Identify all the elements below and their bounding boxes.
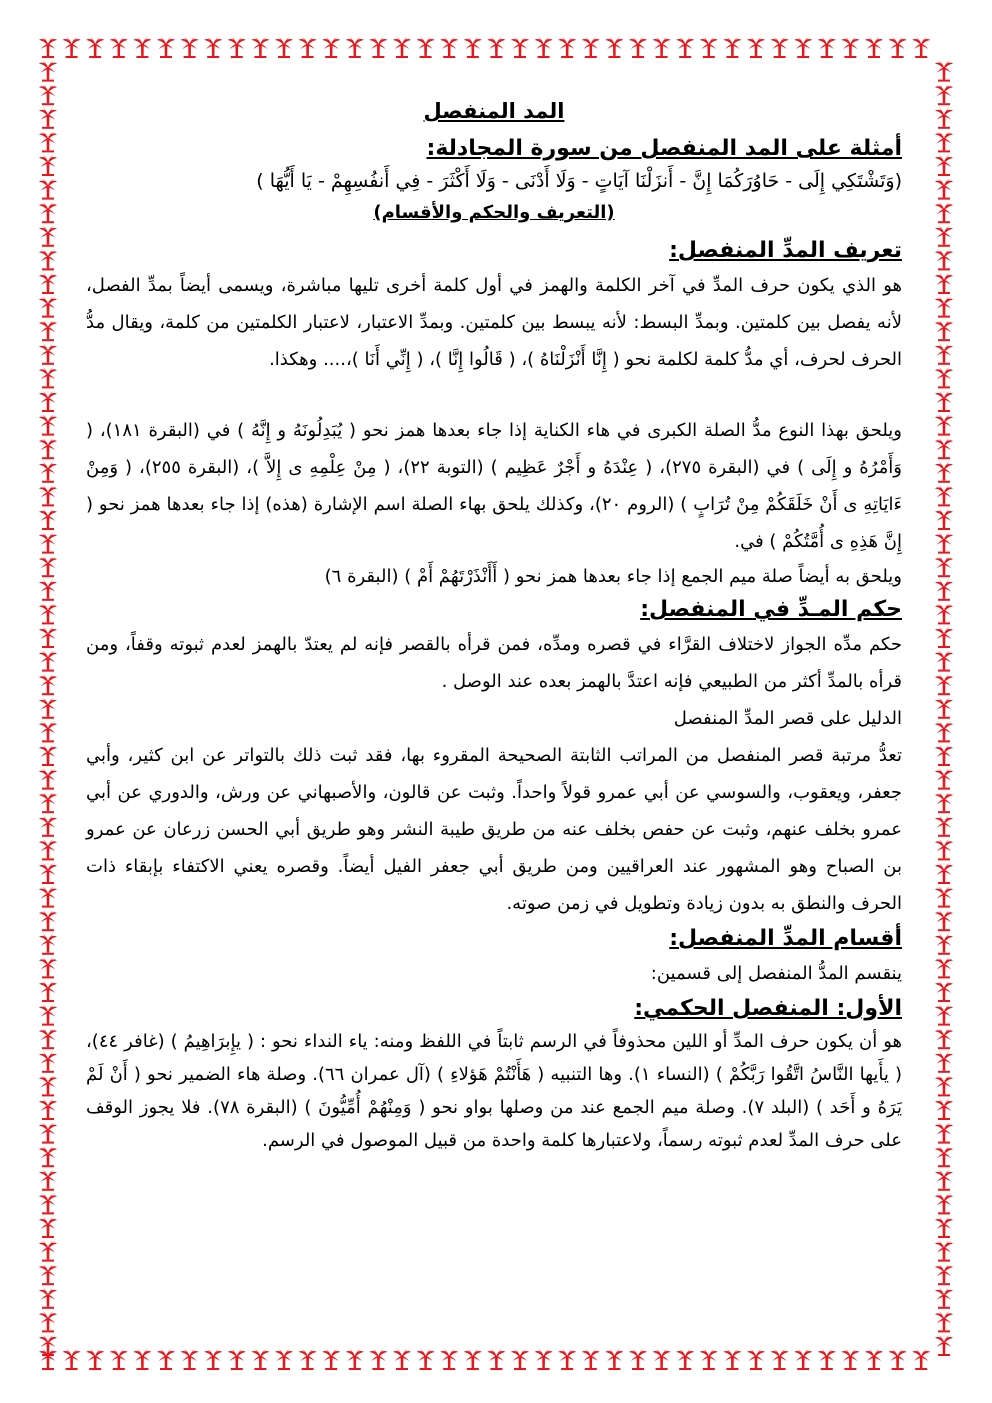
palm-tree-icon xyxy=(771,1349,789,1370)
palm-tree-icon xyxy=(535,37,553,58)
palm-tree-icon xyxy=(39,1217,57,1238)
palm-tree-icon xyxy=(39,1241,57,1262)
palm-tree-icon xyxy=(133,1349,151,1370)
palm-tree-icon xyxy=(935,391,953,412)
palm-tree-icon xyxy=(39,415,57,436)
palm-tree-icon xyxy=(39,556,57,577)
palm-tree-icon xyxy=(558,37,576,58)
palm-tree-icon xyxy=(935,226,953,247)
palm-tree-icon xyxy=(582,1349,600,1370)
palm-tree-icon xyxy=(935,320,953,341)
palm-tree-icon xyxy=(39,155,57,176)
palm-tree-icon xyxy=(39,1028,57,1049)
palm-tree-icon xyxy=(935,61,953,82)
palm-tree-icon xyxy=(181,37,199,58)
palm-tree-icon xyxy=(39,910,57,931)
palm-tree-icon xyxy=(322,1349,340,1370)
palm-tree-icon xyxy=(39,792,57,813)
examples-heading: أمثلة على المد المنفصل من سورة المجادلة: xyxy=(426,136,902,161)
palm-tree-icon xyxy=(935,1170,953,1191)
palm-tree-icon xyxy=(487,1349,505,1370)
palm-tree-icon xyxy=(299,37,317,58)
palm-tree-icon xyxy=(39,1123,57,1144)
palm-tree-icon xyxy=(39,273,57,294)
palm-tree-icon xyxy=(39,84,57,105)
palm-tree-icon xyxy=(86,37,104,58)
palm-tree-icon xyxy=(935,745,953,766)
palm-tree-icon xyxy=(39,179,57,200)
palm-tree-icon xyxy=(369,37,387,58)
palm-tree-icon xyxy=(39,957,57,978)
palm-tree-icon xyxy=(935,816,953,837)
definition-paragraph: هو الذي يكون حرف المدِّ في آخر الكلمة والهمز في أول كلمة أخرى تليها مباشرة، ويسمى أيضاً بمدِّ الفصل، لأنه يفصل بين كلمتين. وبمدِّ البسط: لأنه يبسط بين كلمتين. وبمدِّ الاعتبار، لاعتبار الكلمتين من كلمة، ويقال مدُّ الحرف لحرف، أي مدُّ كلمة لكلمة نحو ( إِنَّا أَنْزَلْنَاهُ )، ( قَالُوا إِنَّا )، ( إِنِّي أَنَا )،.... وهكذا. xyxy=(86,275,902,370)
palm-tree-icon xyxy=(39,863,57,884)
palm-tree-icon xyxy=(935,202,953,223)
palm-tree-icon xyxy=(700,1349,718,1370)
palm-tree-icon xyxy=(935,1311,953,1332)
divisions-intro: ينقسم المدُّ المنفصل إلى قسمين: xyxy=(650,963,902,984)
palm-tree-icon xyxy=(935,792,953,813)
palm-tree-icon xyxy=(935,367,953,388)
palm-tree-icon xyxy=(417,1349,435,1370)
palm-tree-icon xyxy=(935,438,953,459)
palm-tree-icon xyxy=(39,769,57,790)
palm-tree-icon xyxy=(935,84,953,105)
palm-tree-icon xyxy=(204,1349,222,1370)
palm-tree-icon xyxy=(935,981,953,1002)
palm-tree-icon xyxy=(629,37,647,58)
palm-tree-icon xyxy=(605,1349,623,1370)
palm-tree-icon xyxy=(322,37,340,58)
palm-tree-icon xyxy=(440,1349,458,1370)
attachments-paragraph-2: ويلحق به أيضاً صلة ميم الجمع إذا جاء بعدها همز نحو ( أَأَنْذَرْتَهُمْ أَمْ ) (البقرة ٦) xyxy=(324,566,902,587)
palm-tree-icon xyxy=(935,580,953,601)
first-division-paragraph: هو أن يكون حرف المدِّ أو اللين محذوفاً في الرسم ثابتاً في اللفظ ومنه: ياء النداء نحو : ( يإِبرَاهِيمُ ) (غافر ٤٤)، ( يأَيها النَّاسُ اتَّقُوا رَبَّكُمْ ) (النساء ١). وها التنبيه ( هَأَنْتُمْ هَؤلاءِ ) (آل عمران ٦٦). وصلة هاء الضمير نحو ( أَنْ لَمْ يَرَهُ و أَحَد ) (البلد ٧). وصلة ميم الجمع عند من وصلها بواو نحو ( وَمِنْهُمْ أُمِّيُّونَ ) (البقرة ٧٨). فلا يجوز الوقف على حرف المدِّ لعدم ثبوته رسماً، ولاعتبارها كلمة واحدة من قبيل الموصول في الرسم. xyxy=(86,1031,903,1151)
palm-tree-icon xyxy=(39,1264,57,1285)
palm-tree-icon xyxy=(39,344,57,365)
palm-tree-icon xyxy=(935,1241,953,1262)
palm-tree-icon xyxy=(39,1311,57,1332)
page-title: المد المنفصل xyxy=(423,99,565,123)
palm-tree-icon xyxy=(39,651,57,672)
palm-tree-icon xyxy=(39,226,57,247)
palm-tree-icon xyxy=(935,273,953,294)
examples-line: (وَتَشْتَكِي إِلَى - حَاوُرَكُمَا إِنَّ - أَنزَلْنَا آيَاتٍ - وَلَا أَدْنَى - وَلَا أَكْثَرَ - فِي أَنفُسِهِمْ - يَا أَيُّهَا ) xyxy=(256,170,902,192)
palm-tree-icon xyxy=(605,37,623,58)
palm-tree-icon xyxy=(86,1349,104,1370)
palm-tree-icon xyxy=(39,249,57,270)
palm-tree-icon xyxy=(935,131,953,152)
palm-tree-icon xyxy=(39,816,57,837)
palm-tree-icon xyxy=(511,37,529,58)
palm-tree-icon xyxy=(653,37,671,58)
palm-tree-icon xyxy=(39,131,57,152)
palm-tree-icon xyxy=(935,674,953,695)
divisions-heading: أقسام المدِّ المنفصل: xyxy=(669,926,902,951)
palm-tree-icon xyxy=(935,344,953,365)
palm-tree-icon xyxy=(935,249,953,270)
palm-tree-icon xyxy=(558,1349,576,1370)
palm-tree-icon xyxy=(935,1123,953,1144)
palm-tree-icon xyxy=(935,179,953,200)
first-division-heading: الأول: المنفصل الحكمي: xyxy=(634,996,902,1021)
palm-tree-icon xyxy=(39,108,57,129)
palm-tree-icon xyxy=(39,1193,57,1214)
ruling-paragraph-2: تعدُّ مرتبة قصر المنفصل من المراتب الثابتة الصحيحة المقروء بها، فقد ثبت ذلك بالتواتر عن ابن كثير، وأبي جعفر، ويعقوب، والسوسي عن أبي عمرو قولاً واحداً. وثبت عن قالون، والأصبهاني عن ورش، والدوري عن أبي عمرو بخلف عنهم، وثبت عن حفص بخلف عنه من طريق طيبة النشر وهو طريق أبي الحسن زرعان عن عمرو بن الصباح وهو المشهور عند العراقيين ومن طريق أبي جعفر الفيل أيضاً. وقصره يعني الاكتفاء بإبقاء ذات الحرف والنطق به بدون زيادة وتطويل في زمن صوته. xyxy=(86,745,902,914)
palm-tree-icon xyxy=(464,37,482,58)
palm-tree-icon xyxy=(935,1217,953,1238)
palm-tree-icon xyxy=(110,37,128,58)
subtitle: (التعريف والحكم والأقسام) xyxy=(373,202,615,223)
palm-tree-icon xyxy=(39,297,57,318)
palm-tree-icon xyxy=(935,1005,953,1026)
palm-tree-icon xyxy=(487,37,505,58)
palm-tree-icon xyxy=(157,1349,175,1370)
palm-tree-icon xyxy=(39,1099,57,1120)
definition-heading: تعريف المدِّ المنفصل: xyxy=(669,238,902,263)
palm-tree-icon xyxy=(39,1075,57,1096)
palm-tree-icon xyxy=(629,1349,647,1370)
palm-tree-icon xyxy=(39,1052,57,1073)
palm-tree-icon xyxy=(393,37,411,58)
palm-tree-icon xyxy=(935,485,953,506)
palm-tree-icon xyxy=(889,37,907,58)
palm-tree-icon xyxy=(39,1288,57,1309)
palm-tree-icon xyxy=(935,887,953,908)
palm-tree-icon xyxy=(39,533,57,554)
palm-tree-icon xyxy=(935,1264,953,1285)
palm-tree-icon xyxy=(39,674,57,695)
palm-tree-icon xyxy=(935,1099,953,1120)
palm-tree-icon xyxy=(935,1146,953,1167)
palm-tree-icon xyxy=(39,627,57,648)
palm-tree-icon xyxy=(935,1028,953,1049)
palm-tree-icon xyxy=(511,1349,529,1370)
palm-tree-icon xyxy=(841,1349,859,1370)
palm-tree-icon xyxy=(39,839,57,860)
palm-tree-icon xyxy=(935,769,953,790)
palm-tree-icon xyxy=(582,37,600,58)
palm-tree-icon xyxy=(935,627,953,648)
palm-tree-icon xyxy=(39,1005,57,1026)
palm-tree-icon xyxy=(63,1349,81,1370)
palm-tree-icon xyxy=(251,1349,269,1370)
palm-tree-icon xyxy=(676,37,694,58)
palm-tree-icon xyxy=(39,1146,57,1167)
palm-tree-icon xyxy=(299,1349,317,1370)
palm-tree-icon xyxy=(39,934,57,955)
palm-tree-icon xyxy=(275,1349,293,1370)
palm-tree-icon xyxy=(841,37,859,58)
palm-tree-icon xyxy=(935,1193,953,1214)
palm-tree-icon xyxy=(935,839,953,860)
palm-tree-icon xyxy=(935,1052,953,1073)
palm-tree-icon xyxy=(935,462,953,483)
palm-tree-icon xyxy=(794,37,812,58)
palm-tree-icon xyxy=(935,1335,953,1356)
palm-tree-icon xyxy=(912,37,930,58)
palm-tree-icon xyxy=(935,721,953,742)
palm-tree-icon xyxy=(935,957,953,978)
palm-tree-icon xyxy=(275,37,293,58)
palm-tree-icon xyxy=(39,367,57,388)
palm-tree-icon xyxy=(39,61,57,82)
palm-tree-icon xyxy=(39,721,57,742)
palm-tree-icon xyxy=(39,202,57,223)
palm-tree-icon xyxy=(417,37,435,58)
palm-tree-icon xyxy=(723,37,741,58)
palm-tree-icon xyxy=(39,438,57,459)
palm-tree-icon xyxy=(818,1349,836,1370)
palm-tree-icon xyxy=(39,887,57,908)
palm-tree-icon xyxy=(889,1349,907,1370)
palm-tree-icon xyxy=(935,556,953,577)
palm-tree-icon xyxy=(346,37,364,58)
palm-tree-icon xyxy=(39,698,57,719)
palm-tree-icon xyxy=(369,1349,387,1370)
palm-tree-icon xyxy=(935,698,953,719)
evidence-label: الدليل على قصر المدِّ المنفصل xyxy=(673,708,902,729)
palm-tree-icon xyxy=(865,1349,883,1370)
palm-tree-icon xyxy=(935,603,953,624)
palm-tree-icon xyxy=(39,981,57,1002)
palm-tree-icon xyxy=(935,1288,953,1309)
palm-tree-icon xyxy=(818,37,836,58)
attachments-paragraph-1: ويلحق بهذا النوع مدُّ الصلة الكبرى في هاء الكناية إذا جاء بعدها همز نحو ( يُبَدِلُونَهُ و إِنَّهُ ) في (البقرة ١٨١)، ( وَأَمْرُهُ و إِلَى ) في (البقرة ٢٧٥)، ( عِنْدَهُ و أَجْرٌ عَظِيم ) (التوبة ٢٢)، ( مِنْ عِلْمِهِ ى إِلاَّ )، (البقرة ٢٥٥)، ( وَمِنْ ءَايَاتِهِ ى أَنْ خَلَقَكُمْ مِنْ تُرَابٍ ) (الروم ٢٠)، وكذلك يلحق بهاء الصلة اسم الإشارة (هذه) إذا جاء بعدها همز نحو ( إِنَّ هَذِهِ ى أُمَّتُكُمْ ) في. xyxy=(86,420,903,552)
palm-tree-icon xyxy=(935,651,953,672)
palm-tree-icon xyxy=(747,37,765,58)
palm-tree-icon xyxy=(935,863,953,884)
palm-tree-icon xyxy=(157,37,175,58)
palm-tree-icon xyxy=(653,1349,671,1370)
palm-tree-icon xyxy=(110,1349,128,1370)
palm-tree-icon xyxy=(935,415,953,436)
palm-tree-icon xyxy=(39,391,57,412)
palm-tree-icon xyxy=(39,745,57,766)
palm-tree-icon xyxy=(794,1349,812,1370)
ruling-paragraph-1: حكم مدِّه الجواز لاختلاف القرَّاء في قصره ومدِّه، فمن قرأه بالقصر فإنه لم يعتدّ بالهمز لعدم ثبوته وقفاً، ومن قرأه بالمدِّ أكثر من الطبيعي فإنه اعتدَّ بالهمز بعده عند الوصل . xyxy=(86,634,902,692)
palm-tree-icon xyxy=(63,37,81,58)
palm-tree-icon xyxy=(181,1349,199,1370)
palm-tree-icon xyxy=(771,37,789,58)
palm-tree-icon xyxy=(935,934,953,955)
palm-tree-icon xyxy=(535,1349,553,1370)
palm-tree-icon xyxy=(935,108,953,129)
palm-tree-icon xyxy=(39,320,57,341)
palm-tree-icon xyxy=(251,37,269,58)
palm-tree-icon xyxy=(39,1335,57,1356)
palm-tree-icon xyxy=(865,37,883,58)
palm-tree-icon xyxy=(204,37,222,58)
palm-tree-icon xyxy=(133,37,151,58)
palm-tree-icon xyxy=(39,462,57,483)
palm-tree-icon xyxy=(39,37,57,58)
palm-tree-icon xyxy=(935,155,953,176)
ruling-heading: حكم المـدِّ في المنفصل: xyxy=(640,597,902,622)
palm-tree-icon xyxy=(39,509,57,530)
palm-tree-icon xyxy=(935,533,953,554)
palm-tree-icon xyxy=(39,1170,57,1191)
palm-tree-icon xyxy=(393,1349,411,1370)
palm-tree-icon xyxy=(723,1349,741,1370)
palm-tree-icon xyxy=(464,1349,482,1370)
palm-tree-icon xyxy=(228,1349,246,1370)
palm-tree-icon xyxy=(935,1075,953,1096)
palm-tree-icon xyxy=(935,910,953,931)
document-body xyxy=(86,96,902,1157)
palm-tree-icon xyxy=(912,1349,930,1370)
palm-tree-icon xyxy=(440,37,458,58)
palm-tree-icon xyxy=(935,297,953,318)
palm-tree-icon xyxy=(346,1349,364,1370)
palm-tree-icon xyxy=(39,603,57,624)
palm-tree-icon xyxy=(228,37,246,58)
palm-tree-icon xyxy=(676,1349,694,1370)
palm-tree-icon xyxy=(935,509,953,530)
palm-tree-icon xyxy=(39,580,57,601)
palm-tree-icon xyxy=(700,37,718,58)
palm-tree-icon xyxy=(39,485,57,506)
palm-tree-icon xyxy=(747,1349,765,1370)
